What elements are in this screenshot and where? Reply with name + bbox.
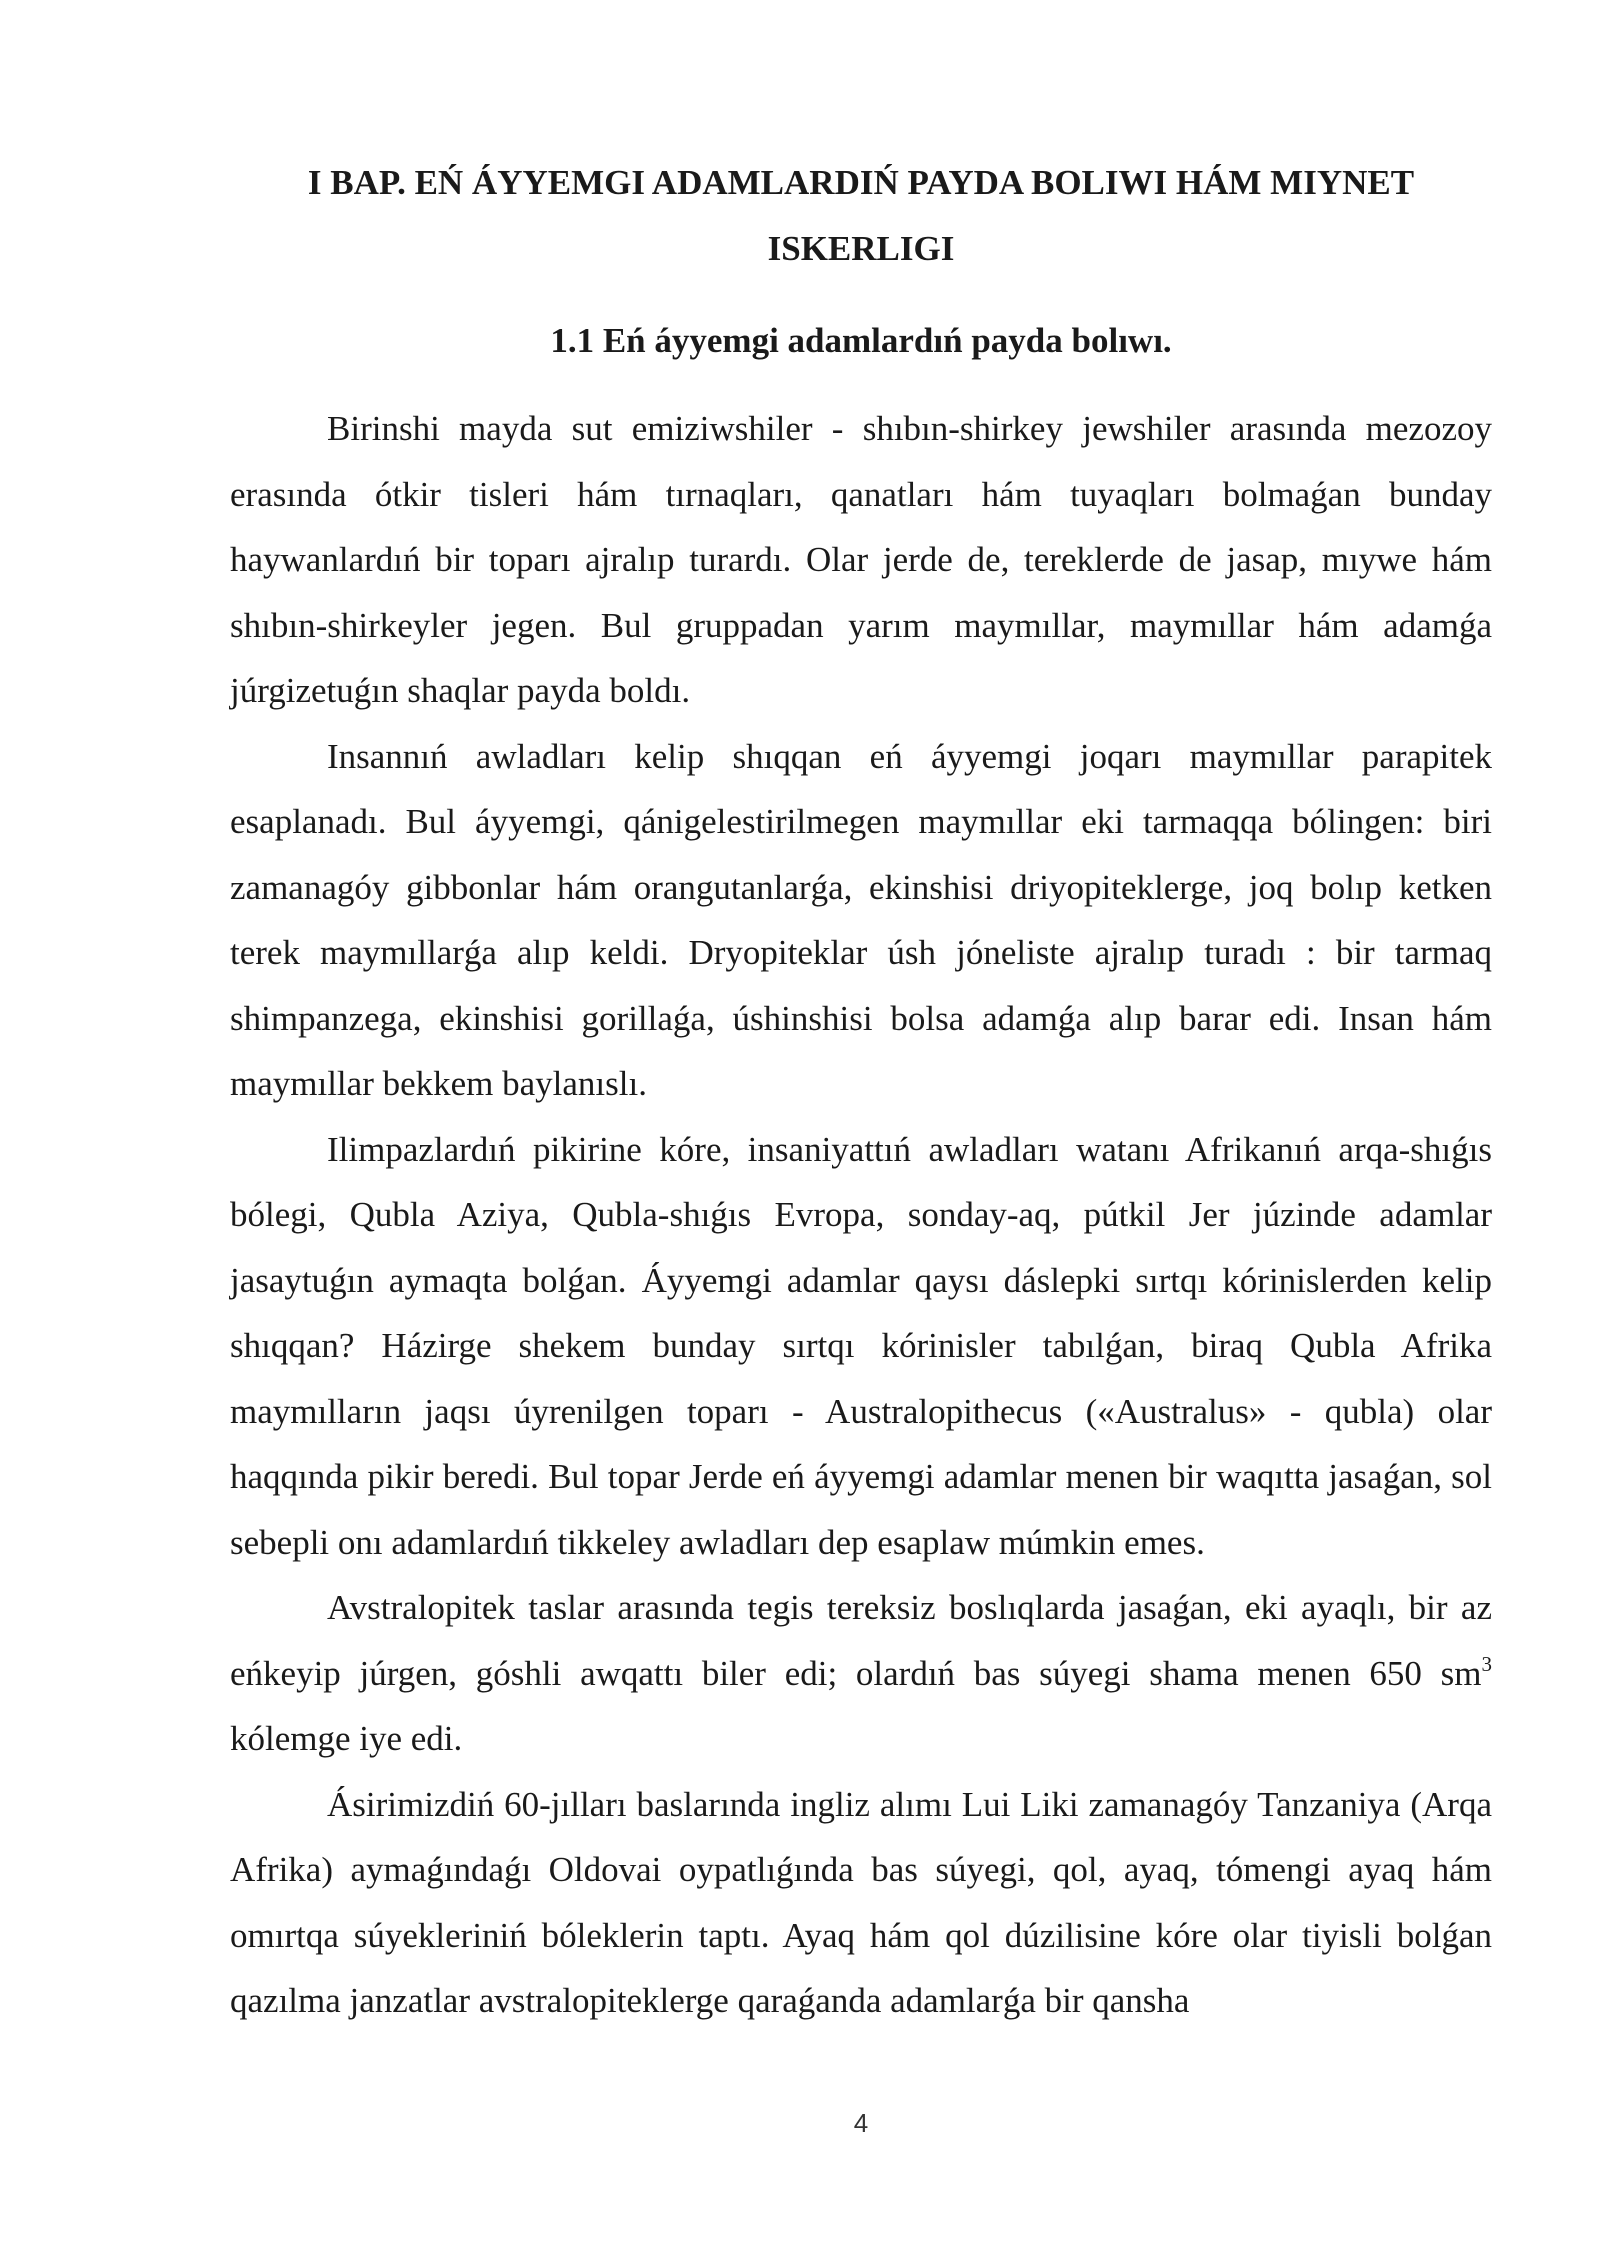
- section-title: 1.1 Eń áyyemgi adamlardıń payda bolıwı.: [550, 321, 1172, 360]
- paragraph-1: Birinshi mayda sut emiziwshiler - shıbın-shirkey jewshiler arasında mezozoy erasında ótkir tisleri hám tırnaqları, qanatları hám tuyaqları bolmaǵan bunday haywanlardıń bir toparı ajralıp turardı. Olar jerde de, tereklerde de jasap, mıywe hám shıbın-shirkeyler jegen. Bul gruppadan yarım maymıllar, maymıllar hám adamǵa júrgizetuǵın shaqlar payda boldı.: [230, 409, 1492, 710]
- paragraph-4-tail: kólemge iye edi.: [230, 1719, 463, 1758]
- paragraph-5: Ásirimizdiń 60-jılları baslarında ingliz alımı Lui Liki zamanagóy Tanzaniya (Arqa Afrika) aymaǵındaǵı Oldovai oypatlıǵında bas súyegi, qol, ayaq, tómengi ayaq hám omırtqa súyekleriniń bóleklerin taptı. Ayaq hám qol dúzilisine kóre olar tiyisli bolǵan qazılma janzatlar avstralopiteklerge qaraǵanda adamlarǵa bir qansha: [230, 1784, 1492, 2020]
- paragraph-4-text: Avstralopitek taslar arasında tegis tereksiz boslıqlarda jasaǵan, eki ayaqlı, bir az eńkeyip júrgen, góshli awqattı biler edi; olardıń bas súyegi shama menen 650 sm: [230, 1588, 1492, 1693]
- paragraph-4: [230, 1575, 1492, 1772]
- chapter-title: [230, 150, 1492, 282]
- document-page: [230, 150, 1492, 2034]
- superscript: 3: [1481, 1651, 1492, 1676]
- paragraph-3: Ilimpazlardıń pikirine kóre, insaniyattıń awladları watanı Afrikanıń arqa-shıǵıs bólegi, Qubla Aziya, Qubla-shıǵıs Evropa, sonday-aq, pútkil Jer júzinde adamlar jasaytuǵın aymaqta bolǵan. Áyyemgi adamlar qaysı dáslepki sırtqı kórinislerden kelip shıqqan? Házirge shekem bunday sırtqı kórinisler tabılǵan, biraq Qubla Afrika maymılların jaqsı úyrenilgen toparı - Australopithecus («Australus» - qubla) olar haqqında pikir beredi. Bul topar Jerde eń áyyemgi adamlar menen bir waqıtta jasaǵan, sol sebepli onı adamlardıń tikkeley awladları dep esaplaw múmkin emes.: [230, 1129, 1492, 1562]
- chapter-title-line2: ISKERLIGI: [767, 229, 955, 268]
- page-number: 4: [853, 2108, 869, 2138]
- paragraph-2: Insannıń awladları kelip shıqqan eń áyyemgi joqarı maymıllar parapitek esaplanadı. Bul áyyemgi, qánigelestirilmegen maymıllar eki tarmaqqa bólingen: biri zamanagóy gibbonlar hám orangutanlarǵa, ekinshisi driyopiteklerge, joq bolıp ketken terek maymıllarǵa alıp keldi. Dryopiteklar úsh jóneliste ajralıp turadı : bir tarmaq shimpanzega, ekinshisi gorillaǵa, úshinshisi bolsa adamǵa alıp barar edi. Insan hám maymıllar bekkem baylanıslı.: [230, 736, 1492, 1103]
- chapter-title-line1: I BAP. EŃ ÁYYEMGI ADAMLARDIŃ PAYDA BOLIWI HÁM MIYNET: [307, 163, 1415, 202]
